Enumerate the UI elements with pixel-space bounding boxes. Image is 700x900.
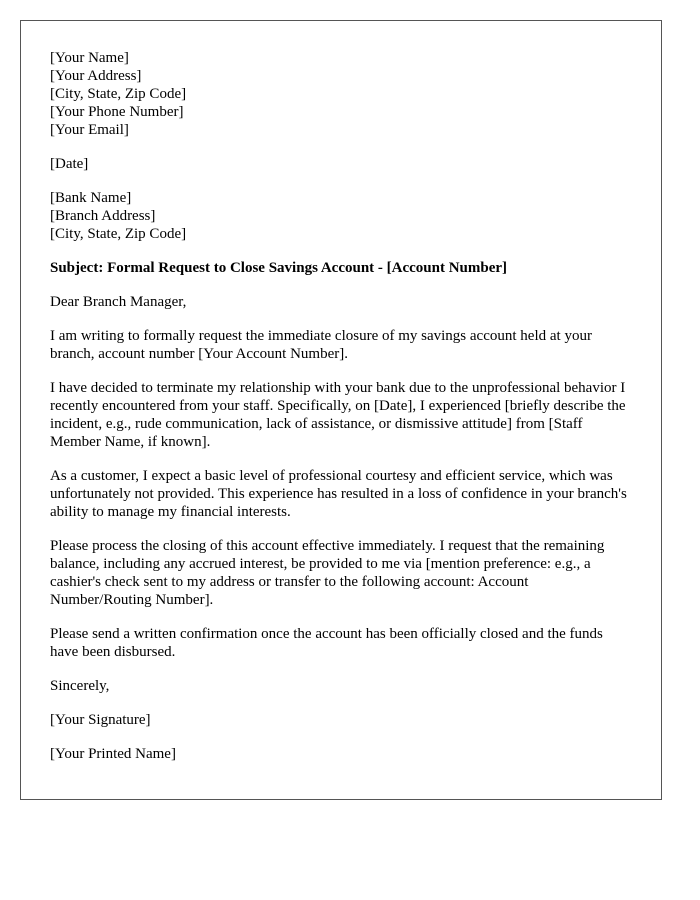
subject-line: Subject: Formal Request to Close Savings Account - [Account Number] xyxy=(50,260,508,276)
sender-block xyxy=(50,49,633,139)
signature: [Your Signature] xyxy=(50,712,151,728)
body-paragraph: I am writing to formally request the immediate closure of my savings account held at your branch, account number [Your Account Number]. xyxy=(50,328,592,362)
body-paragraph: Please send a written confirmation once the account has been officially closed and the funds have been disbursed. xyxy=(50,626,603,660)
sender-phone: [Your Phone Number] xyxy=(50,104,184,120)
sender-email: [Your Email] xyxy=(50,122,129,138)
letter-date: [Date] xyxy=(50,156,89,172)
letter-document xyxy=(20,20,662,800)
recipient-branch-address: [Branch Address] xyxy=(50,208,156,224)
body-paragraph: I have decided to terminate my relationship with your bank due to the unprofessional behavior I recently encountered from your staff. Specifically, on [Date], I experienced [briefly describe the incident, e.g., rude communication, lack of assistance, or dismissive attitude] from [Staff Member Name, if known]. xyxy=(50,380,626,450)
body-paragraph: As a customer, I expect a basic level of professional courtesy and efficient service, which was unfortunately not provided. This experience has resulted in a loss of confidence in your branch's ability to manage my financial interests. xyxy=(50,468,627,520)
closing: Sincerely, xyxy=(50,678,110,694)
recipient-city: [City, State, Zip Code] xyxy=(50,226,187,242)
salutation: Dear Branch Manager, xyxy=(50,294,187,310)
recipient-block xyxy=(50,189,633,243)
sender-city: [City, State, Zip Code] xyxy=(50,86,187,102)
sender-name: [Your Name] xyxy=(50,50,129,66)
recipient-bank: [Bank Name] xyxy=(50,190,132,206)
printed-name: [Your Printed Name] xyxy=(50,746,176,762)
body-paragraph: Please process the closing of this account effective immediately. I request that the remaining balance, including any accrued interest, be provided to me via [mention preference: e.g., a cashier's check sent to my address or transfer to the following account: Account Number/Routing Number]. xyxy=(50,538,605,608)
sender-address: [Your Address] xyxy=(50,68,142,84)
